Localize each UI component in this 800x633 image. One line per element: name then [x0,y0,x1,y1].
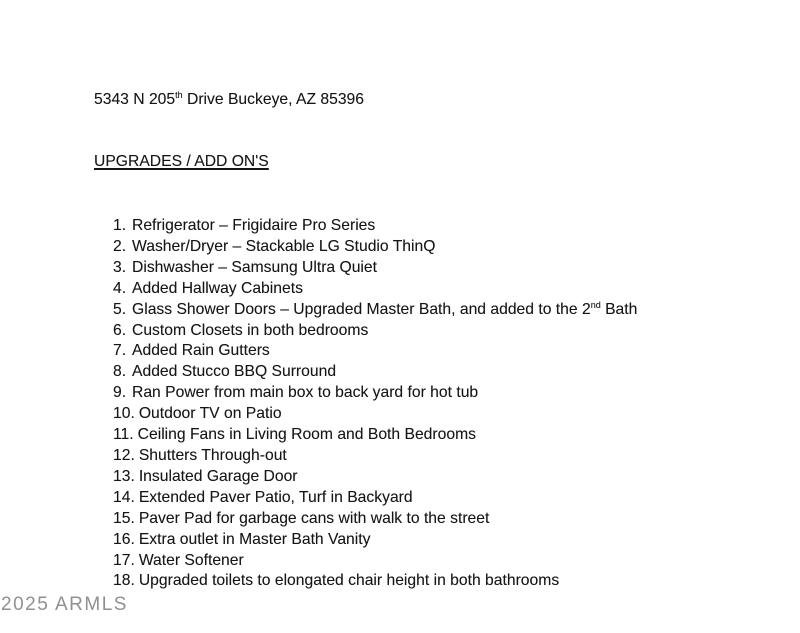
upgrades-list [113,216,637,592]
list-item [113,530,637,551]
item-number: 4. [113,279,127,297]
item-text: Added Stucco BBQ Surround [132,363,337,381]
item-text: Water Softener [138,551,244,569]
item-ordinal-superscript: nd [590,299,601,310]
item-number: 7. [113,342,127,360]
item-text: Added Hallway Cabinets [132,279,303,297]
item-number: 9. [113,384,127,402]
list-item [113,509,637,530]
item-number: 17. [113,551,135,569]
item-text: Upgraded toilets to elongated chair height in both bathrooms [138,572,560,590]
list-item [113,551,637,572]
item-text: Dishwasher – Samsung Ultra Quiet [132,258,378,276]
item-text: Added Rain Gutters [132,342,270,360]
list-item [113,258,637,279]
item-number: 3. [113,258,127,276]
list-item [113,446,637,467]
item-number: 10. [113,405,135,423]
list-item [113,300,637,321]
list-item [113,383,637,404]
item-number: 6. [113,321,127,339]
item-text: Washer/Dryer – Stackable LG Studio ThinQ [132,237,436,255]
item-text: Custom Closets in both bedrooms [132,321,369,339]
item-number: 16. [113,530,135,548]
item-number: 18. [113,572,135,590]
item-text: Extra outlet in Master Bath Vanity [138,530,371,548]
list-item [113,488,637,509]
property-address [94,90,364,111]
list-item [113,467,637,488]
list-item [113,321,637,342]
item-text-pre: Glass Shower Doors – Upgraded Master Bath, and added to the 2 [132,300,591,318]
address-ordinal-superscript: th [175,89,183,100]
address-text-rest: Drive Buckeye, AZ 85396 [182,91,365,108]
item-number: 5. [113,300,127,318]
list-item [113,216,637,237]
item-text [132,301,637,318]
item-text: Refrigerator – Frigidaire Pro Series [132,217,376,234]
item-text: Ceiling Fans in Living Room and Both Bedrooms [137,426,476,444]
item-text: Outdoor TV on Patio [138,405,282,423]
item-number: 1. [113,217,127,234]
item-number: 2. [113,237,127,255]
list-item [113,404,637,425]
item-number: 14. [113,488,135,506]
address-text: 5343 N 205 [94,91,176,108]
item-text: Insulated Garage Door [138,467,298,485]
item-text: Paver Pad for garbage cans with walk to the street [138,509,490,527]
item-number: 11. [113,426,134,444]
list-item [113,237,637,258]
item-number: 8. [113,363,127,381]
list-item [113,425,637,446]
item-number: 15. [113,509,135,527]
list-item [113,571,637,592]
item-text: Shutters Through-out [138,446,287,464]
item-text-post: Bath [600,300,638,318]
item-text: Ran Power from main box to back yard for hot tub [132,384,479,402]
item-number: 12. [113,446,135,464]
list-item [113,279,637,300]
item-number: 13. [113,467,135,485]
item-text: Extended Paver Patio, Turf in Backyard [138,488,413,506]
list-item [113,341,637,362]
section-title: UPGRADES / ADD ON'S [94,153,269,170]
armls-watermark: 2025 ARMLS [1,594,128,615]
list-item [113,362,637,383]
